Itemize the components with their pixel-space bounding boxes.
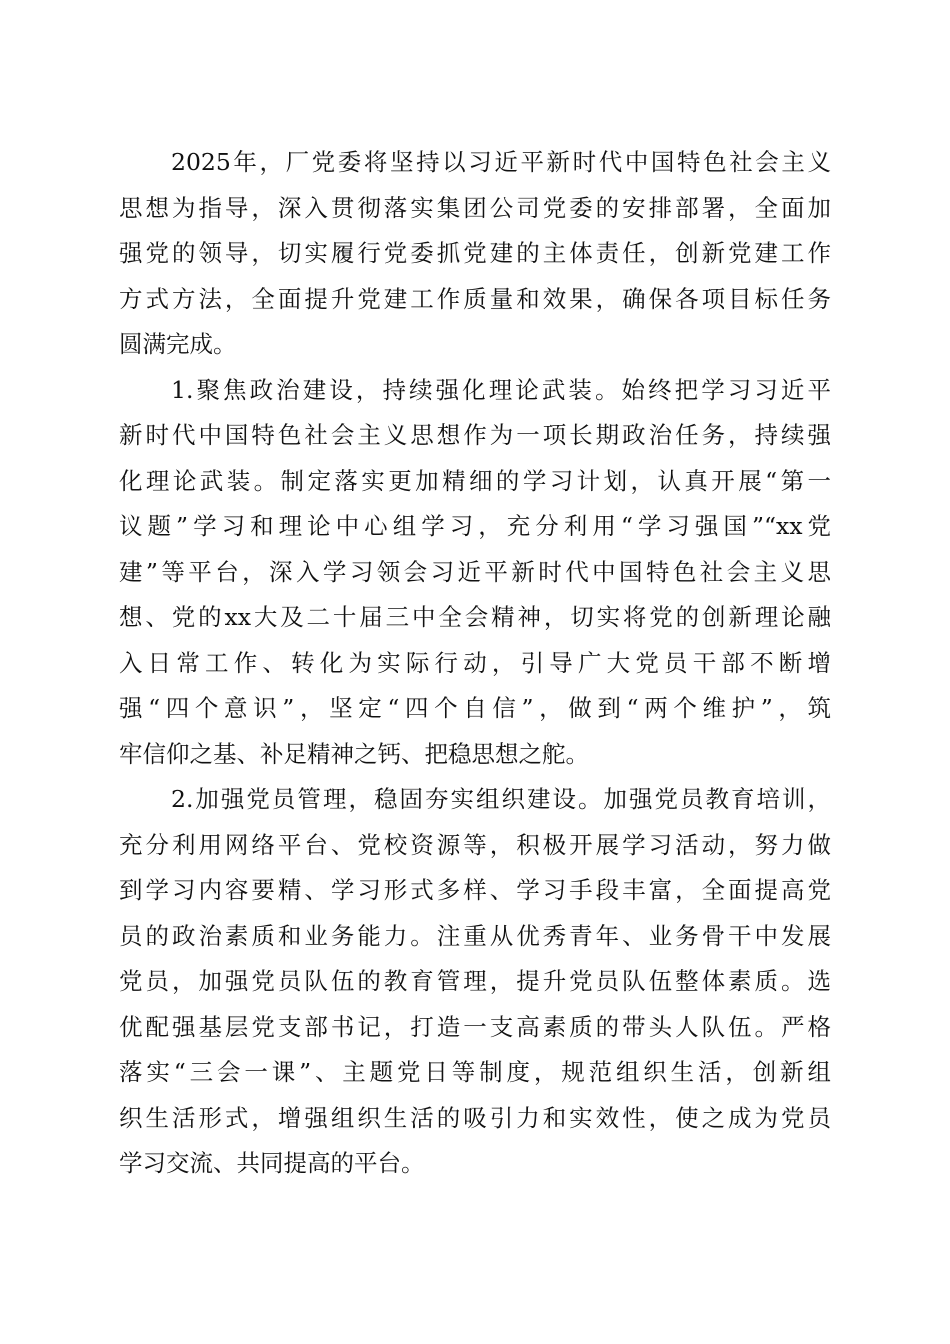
document-body xyxy=(119,140,831,1187)
text-line: 思想为指导，深入贯彻落实集团公司党委的安排部署，全面加 xyxy=(119,193,831,222)
text-line: 2.加强党员管理，稳固夯实组织建设。加强党员教育培训， xyxy=(171,785,831,813)
text-line: 1.聚焦政治建设，持续强化理论武装。始终把学习习近平 xyxy=(171,375,831,404)
text-line: 员的政治素质和业务能力。注重从优秀青年、业务骨干中发展 xyxy=(119,921,831,950)
text-line: 强“四个意识”，坚定“四个自信”，做到“两个维护”，筑 xyxy=(119,694,831,722)
text-line: 充分利用网络平台、党校资源等，积极开展学习活动，努力做 xyxy=(119,830,831,859)
text-line: 化理论武装。制定落实更加精细的学习计划，认真开展“第一 xyxy=(119,466,831,495)
text-line: 入日常工作、转化为实际行动，引导广大党员干部不断增 xyxy=(119,648,831,677)
text-line: 落实“三会一课”、主题党日等制度，规范组织生活，创新组 xyxy=(119,1058,831,1086)
paragraph-member-management xyxy=(119,777,831,1187)
text-line: 学习交流、共同提高的平台。 xyxy=(119,1149,425,1177)
text-line: 议题”学习和理论中心组学习，充分利用“学习强国”“xx党 xyxy=(119,512,831,540)
text-line: 强党的领导，切实履行党委抓党建的主体责任，创新党建工作 xyxy=(119,239,831,267)
text-line: 织生活形式，增强组织生活的吸引力和实效性，使之成为党员 xyxy=(119,1103,831,1132)
text-line: 到学习内容要精、学习形式多样、学习手段丰富，全面提高党 xyxy=(119,876,831,904)
text-line: 党员，加强党员队伍的教育管理，提升党员队伍整体素质。选 xyxy=(119,967,831,995)
text-line: 圆满完成。 xyxy=(119,330,237,358)
text-line: 方式方法，全面提升党建工作质量和效果，确保各项目标任务 xyxy=(119,284,831,313)
text-line: 新时代中国特色社会主义思想作为一项长期政治任务，持续强 xyxy=(119,421,831,449)
paragraph-intro xyxy=(119,140,831,368)
text-line: 牢信仰之基、补足精神之钙、把稳思想之舵。 xyxy=(119,739,589,768)
text-line: 想、党的xx大及二十届三中全会精神，切实将党的创新理论融 xyxy=(119,603,831,631)
text-line: 优配强基层党支部书记，打造一支高素质的带头人队伍。严格 xyxy=(119,1012,831,1041)
paragraph-political-building xyxy=(119,368,831,778)
text-line: 2025年，厂党委将坚持以习近平新时代中国特色社会主义 xyxy=(171,148,831,176)
text-line: 建”等平台，深入学习领会习近平新时代中国特色社会主义思 xyxy=(119,557,831,586)
